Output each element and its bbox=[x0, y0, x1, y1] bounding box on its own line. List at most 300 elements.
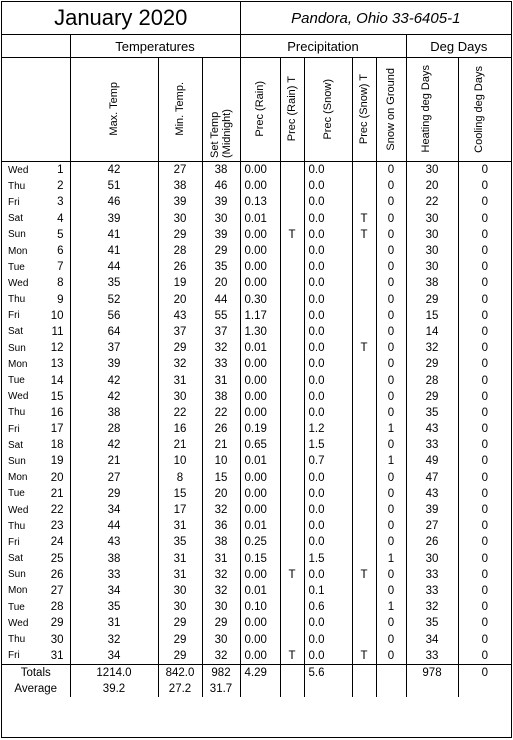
day-number-cell: 3 bbox=[40, 194, 70, 210]
col-header-snow-ground: Snow on Ground bbox=[385, 67, 397, 151]
prec-snow-t-cell bbox=[352, 308, 376, 324]
day-name-cell: Fri bbox=[8, 310, 20, 322]
day-number-cell: 7 bbox=[40, 259, 70, 275]
prec-rain-cell: 0.10 bbox=[240, 599, 280, 615]
prec-snow-cell: 0.0 bbox=[304, 631, 352, 647]
cooling-deg-days-cell: 0 bbox=[481, 325, 488, 338]
max-temp-cell: 21 bbox=[70, 453, 158, 469]
heating-deg-days-cell: 32 bbox=[406, 599, 458, 615]
totals-set: 982 bbox=[202, 664, 240, 681]
prec-rain-cell: 0.00 bbox=[240, 275, 280, 291]
prec-snow-t-cell bbox=[352, 631, 376, 647]
cooling-deg-days-cell: 0 bbox=[481, 552, 488, 565]
prec-rain-t-cell: T bbox=[280, 227, 304, 243]
day-name-cell: Sun bbox=[8, 229, 26, 241]
day-number-cell: 27 bbox=[40, 583, 70, 599]
day-name-cell: Sun bbox=[8, 342, 26, 354]
prec-snow-cell: 0.0 bbox=[304, 259, 352, 275]
snow-on-ground-cell: 0 bbox=[376, 178, 406, 194]
day-number-cell: 14 bbox=[40, 372, 70, 388]
prec-snow-cell: 0.0 bbox=[304, 324, 352, 340]
min-temp-cell: 38 bbox=[158, 178, 202, 194]
heating-deg-days-cell: 29 bbox=[406, 356, 458, 372]
cooling-deg-days-cell: 0 bbox=[481, 374, 488, 387]
prec-snow-cell: 0.0 bbox=[304, 502, 352, 518]
group-header-blank bbox=[2, 35, 70, 58]
prec-snow-cell: 0.7 bbox=[304, 453, 352, 469]
max-temp-cell: 33 bbox=[70, 567, 158, 583]
snow-on-ground-cell: 0 bbox=[376, 615, 406, 631]
min-temp-cell: 27 bbox=[158, 162, 202, 179]
prec-snow-t-cell: T bbox=[352, 567, 376, 583]
cooling-deg-days-cell: 0 bbox=[481, 487, 488, 500]
table-row bbox=[2, 518, 511, 534]
snow-on-ground-cell: 0 bbox=[376, 308, 406, 324]
prec-snow-t-cell bbox=[352, 243, 376, 259]
prec-snow-t-cell bbox=[352, 551, 376, 567]
min-temp-cell: 30 bbox=[158, 599, 202, 615]
heating-deg-days-cell: 27 bbox=[406, 518, 458, 534]
prec-snow-cell: 0.0 bbox=[304, 340, 352, 356]
max-temp-cell: 43 bbox=[70, 534, 158, 550]
prec-snow-t-cell bbox=[352, 534, 376, 550]
max-temp-cell: 34 bbox=[70, 583, 158, 599]
cooling-deg-days-cell: 0 bbox=[481, 601, 488, 614]
prec-snow-cell: 0.0 bbox=[304, 534, 352, 550]
set-temp-cell: 30 bbox=[202, 599, 240, 615]
weather-table bbox=[2, 2, 511, 697]
max-temp-cell: 56 bbox=[70, 308, 158, 324]
prec-rain-cell: 0.19 bbox=[240, 421, 280, 437]
prec-snow-t-cell bbox=[352, 518, 376, 534]
set-temp-cell: 37 bbox=[202, 324, 240, 340]
prec-rain-cell: 0.00 bbox=[240, 389, 280, 405]
snow-on-ground-cell: 0 bbox=[376, 211, 406, 227]
min-temp-cell: 32 bbox=[158, 356, 202, 372]
table-row bbox=[2, 502, 511, 518]
cooling-deg-days-cell: 0 bbox=[481, 293, 488, 306]
heating-deg-days-cell: 30 bbox=[406, 243, 458, 259]
prec-rain-cell: 0.30 bbox=[240, 292, 280, 308]
snow-on-ground-cell: 0 bbox=[376, 372, 406, 388]
table-row bbox=[2, 340, 511, 356]
snow-on-ground-cell: 0 bbox=[376, 162, 406, 179]
cooling-deg-days-cell: 0 bbox=[481, 164, 488, 177]
min-temp-cell: 22 bbox=[158, 405, 202, 421]
cooling-deg-days-cell: 0 bbox=[481, 245, 488, 258]
prec-rain-cell: 0.00 bbox=[240, 502, 280, 518]
cooling-deg-days-cell: 0 bbox=[481, 261, 488, 274]
cooling-deg-days-cell: 0 bbox=[481, 390, 488, 403]
heating-deg-days-cell: 22 bbox=[406, 194, 458, 210]
heating-deg-days-cell: 33 bbox=[406, 583, 458, 599]
day-name-cell: Tue bbox=[8, 601, 25, 613]
prec-snow-cell: 0.0 bbox=[304, 194, 352, 210]
max-temp-cell: 41 bbox=[70, 243, 158, 259]
set-temp-cell: 35 bbox=[202, 259, 240, 275]
day-name-cell: Mon bbox=[8, 472, 28, 484]
prec-snow-t-cell bbox=[352, 583, 376, 599]
prec-rain-cell: 0.00 bbox=[240, 162, 280, 179]
max-temp-cell: 39 bbox=[70, 356, 158, 372]
prec-snow-t-cell bbox=[352, 405, 376, 421]
min-temp-cell: 29 bbox=[158, 648, 202, 665]
prec-rain-t-cell bbox=[280, 178, 304, 194]
day-number-cell: 10 bbox=[40, 308, 70, 324]
day-number-cell: 21 bbox=[40, 486, 70, 502]
prec-snow-t-cell bbox=[352, 437, 376, 453]
day-name-cell: Tue bbox=[8, 261, 25, 273]
prec-snow-cell: 0.1 bbox=[304, 583, 352, 599]
prec-snow-t-cell bbox=[352, 324, 376, 340]
day-number-cell: 25 bbox=[40, 551, 70, 567]
set-temp-cell: 29 bbox=[202, 615, 240, 631]
prec-snow-cell: 0.0 bbox=[304, 356, 352, 372]
max-temp-cell: 51 bbox=[70, 178, 158, 194]
group-header-temperatures: Temperatures bbox=[70, 35, 240, 58]
max-temp-cell: 35 bbox=[70, 599, 158, 615]
group-header-precipitation: Precipitation bbox=[240, 35, 406, 58]
table-row bbox=[2, 534, 511, 550]
prec-rain-t-cell bbox=[280, 275, 304, 291]
prec-rain-cell: 0.01 bbox=[240, 518, 280, 534]
day-name-cell: Wed bbox=[8, 391, 29, 403]
day-number-cell: 6 bbox=[40, 243, 70, 259]
heating-deg-days-cell: 30 bbox=[406, 211, 458, 227]
prec-rain-cell: 0.15 bbox=[240, 551, 280, 567]
set-temp-cell: 20 bbox=[202, 275, 240, 291]
max-temp-cell: 41 bbox=[70, 227, 158, 243]
snow-on-ground-cell: 0 bbox=[376, 486, 406, 502]
set-temp-cell: 36 bbox=[202, 518, 240, 534]
prec-snow-cell: 0.0 bbox=[304, 518, 352, 534]
prec-rain-cell: 0.65 bbox=[240, 437, 280, 453]
col-header-prec-snow-t: Prec (Snow) T bbox=[358, 73, 370, 145]
prec-snow-t-cell bbox=[352, 453, 376, 469]
prec-snow-t-cell bbox=[352, 389, 376, 405]
snow-on-ground-cell: 0 bbox=[376, 567, 406, 583]
snow-on-ground-cell: 0 bbox=[376, 194, 406, 210]
snow-on-ground-cell: 1 bbox=[376, 551, 406, 567]
prec-rain-cell: 0.00 bbox=[240, 178, 280, 194]
table-row bbox=[2, 405, 511, 421]
day-name-cell: Fri bbox=[8, 650, 20, 662]
cooling-deg-days-cell: 0 bbox=[481, 633, 488, 646]
day-number-cell: 26 bbox=[40, 567, 70, 583]
heating-deg-days-cell: 15 bbox=[406, 308, 458, 324]
table-row bbox=[2, 356, 511, 372]
prec-rain-t-cell bbox=[280, 324, 304, 340]
day-number-cell: 19 bbox=[40, 453, 70, 469]
set-temp-cell: 32 bbox=[202, 502, 240, 518]
min-temp-cell: 31 bbox=[158, 372, 202, 388]
prec-rain-t-cell bbox=[280, 470, 304, 486]
prec-snow-cell: 0.0 bbox=[304, 648, 352, 665]
max-temp-cell: 39 bbox=[70, 211, 158, 227]
prec-rain-t-cell bbox=[280, 453, 304, 469]
max-temp-cell: 29 bbox=[70, 486, 158, 502]
min-temp-cell: 37 bbox=[158, 324, 202, 340]
snow-on-ground-cell: 0 bbox=[376, 502, 406, 518]
set-temp-cell: 32 bbox=[202, 583, 240, 599]
max-temp-cell: 37 bbox=[70, 340, 158, 356]
prec-snow-cell: 1.2 bbox=[304, 421, 352, 437]
prec-snow-cell: 0.0 bbox=[304, 162, 352, 179]
cooling-deg-days-cell: 0 bbox=[481, 180, 488, 193]
snow-on-ground-cell: 0 bbox=[376, 324, 406, 340]
min-temp-cell: 31 bbox=[158, 567, 202, 583]
heating-deg-days-cell: 38 bbox=[406, 275, 458, 291]
set-temp-cell: 31 bbox=[202, 372, 240, 388]
day-number-cell: 30 bbox=[40, 631, 70, 647]
snow-on-ground-cell: 0 bbox=[376, 437, 406, 453]
min-temp-cell: 10 bbox=[158, 453, 202, 469]
prec-rain-cell: 0.00 bbox=[240, 615, 280, 631]
cooling-deg-days-cell: 0 bbox=[481, 309, 488, 322]
day-number-cell: 13 bbox=[40, 356, 70, 372]
min-temp-cell: 19 bbox=[158, 275, 202, 291]
set-temp-cell: 26 bbox=[202, 421, 240, 437]
average-label: Average bbox=[2, 681, 70, 697]
heating-deg-days-cell: 30 bbox=[406, 227, 458, 243]
set-temp-cell: 55 bbox=[202, 308, 240, 324]
prec-snow-t-cell: T bbox=[352, 211, 376, 227]
max-temp-cell: 28 bbox=[70, 421, 158, 437]
set-temp-cell: 39 bbox=[202, 194, 240, 210]
snow-on-ground-cell: 1 bbox=[376, 599, 406, 615]
prec-snow-cell: 0.0 bbox=[304, 227, 352, 243]
snow-on-ground-cell: 0 bbox=[376, 389, 406, 405]
set-temp-cell: 32 bbox=[202, 648, 240, 665]
min-temp-cell: 8 bbox=[158, 470, 202, 486]
col-header-heating: Heating deg Days bbox=[420, 65, 432, 153]
snow-on-ground-cell: 0 bbox=[376, 340, 406, 356]
table-row bbox=[2, 227, 511, 243]
table-row bbox=[2, 372, 511, 388]
day-name-cell: Sat bbox=[8, 213, 24, 225]
table-row bbox=[2, 453, 511, 469]
day-number-cell: 5 bbox=[40, 227, 70, 243]
max-temp-cell: 64 bbox=[70, 324, 158, 340]
table-row bbox=[2, 259, 511, 275]
table-row bbox=[2, 275, 511, 291]
snow-on-ground-cell: 0 bbox=[376, 631, 406, 647]
prec-rain-cell: 0.00 bbox=[240, 567, 280, 583]
day-name-cell: Thu bbox=[8, 407, 26, 419]
table-row bbox=[2, 211, 511, 227]
col-header-min-temp: Min. Temp. bbox=[174, 82, 186, 136]
prec-snow-t-cell bbox=[352, 615, 376, 631]
cooling-deg-days-cell: 0 bbox=[481, 471, 488, 484]
prec-snow-t-cell bbox=[352, 275, 376, 291]
day-name-cell: Thu bbox=[8, 520, 26, 532]
cooling-deg-days-cell: 0 bbox=[481, 439, 488, 452]
prec-snow-t-cell bbox=[352, 421, 376, 437]
cooling-deg-days-cell: 0 bbox=[481, 342, 488, 355]
day-number-cell: 16 bbox=[40, 405, 70, 421]
prec-snow-cell: 0.0 bbox=[304, 389, 352, 405]
day-number-cell: 1 bbox=[40, 162, 70, 179]
table-row bbox=[2, 178, 511, 194]
table-row bbox=[2, 567, 511, 583]
col-header-prec-snow: Prec (Snow) bbox=[322, 78, 334, 140]
snow-on-ground-cell: 0 bbox=[376, 648, 406, 665]
cooling-deg-days-cell: 0 bbox=[481, 504, 488, 517]
prec-rain-t-cell bbox=[280, 421, 304, 437]
max-temp-cell: 31 bbox=[70, 615, 158, 631]
day-number-cell: 22 bbox=[40, 502, 70, 518]
prec-snow-t-cell bbox=[352, 292, 376, 308]
prec-rain-cell: 0.00 bbox=[240, 227, 280, 243]
prec-rain-cell: 0.13 bbox=[240, 194, 280, 210]
set-temp-cell: 38 bbox=[202, 162, 240, 179]
day-number-cell: 17 bbox=[40, 421, 70, 437]
prec-rain-cell: 0.01 bbox=[240, 583, 280, 599]
cooling-deg-days-cell: 0 bbox=[481, 212, 488, 225]
min-temp-cell: 31 bbox=[158, 518, 202, 534]
prec-snow-cell: 0.0 bbox=[304, 615, 352, 631]
set-temp-cell: 31 bbox=[202, 551, 240, 567]
day-name-cell: Thu bbox=[8, 294, 26, 306]
prec-rain-cell: 1.30 bbox=[240, 324, 280, 340]
min-temp-cell: 28 bbox=[158, 243, 202, 259]
prec-rain-cell: 0.00 bbox=[240, 631, 280, 647]
day-name-cell: Wed bbox=[8, 277, 29, 289]
cooling-deg-days-cell: 0 bbox=[481, 568, 488, 581]
day-name-cell: Thu bbox=[8, 634, 26, 646]
prec-snow-cell: 1.5 bbox=[304, 437, 352, 453]
day-number-cell: 31 bbox=[40, 648, 70, 665]
max-temp-cell: 42 bbox=[70, 437, 158, 453]
prec-snow-cell: 0.0 bbox=[304, 470, 352, 486]
snow-on-ground-cell: 1 bbox=[376, 421, 406, 437]
prec-snow-t-cell bbox=[352, 356, 376, 372]
min-temp-cell: 30 bbox=[158, 211, 202, 227]
cooling-deg-days-cell: 0 bbox=[481, 649, 488, 662]
prec-rain-cell: 1.17 bbox=[240, 308, 280, 324]
min-temp-cell: 43 bbox=[158, 308, 202, 324]
table-row bbox=[2, 486, 511, 502]
heating-deg-days-cell: 43 bbox=[406, 421, 458, 437]
min-temp-cell: 29 bbox=[158, 340, 202, 356]
totals-rain: 4.29 bbox=[240, 664, 280, 681]
prec-rain-cell: 0.00 bbox=[240, 470, 280, 486]
group-header-deg-days: Deg Days bbox=[406, 35, 511, 58]
heating-deg-days-cell: 20 bbox=[406, 178, 458, 194]
prec-rain-t-cell bbox=[280, 599, 304, 615]
totals-label: Totals bbox=[2, 664, 70, 681]
prec-snow-t-cell bbox=[352, 599, 376, 615]
heating-deg-days-cell: 33 bbox=[406, 437, 458, 453]
day-number-cell: 9 bbox=[40, 292, 70, 308]
set-temp-cell: 32 bbox=[202, 340, 240, 356]
set-temp-cell: 32 bbox=[202, 567, 240, 583]
col-header-prec-rain: Prec (Rain) bbox=[254, 81, 266, 137]
day-number-cell: 24 bbox=[40, 534, 70, 550]
day-name-cell: Sat bbox=[8, 326, 24, 338]
max-temp-cell: 46 bbox=[70, 194, 158, 210]
min-temp-cell: 17 bbox=[158, 502, 202, 518]
prec-rain-t-cell bbox=[280, 292, 304, 308]
prec-snow-cell: 0.0 bbox=[304, 486, 352, 502]
average-set: 31.7 bbox=[202, 681, 240, 697]
set-temp-cell: 33 bbox=[202, 356, 240, 372]
prec-rain-t-cell bbox=[280, 405, 304, 421]
min-temp-cell: 29 bbox=[158, 227, 202, 243]
day-number-cell: 18 bbox=[40, 437, 70, 453]
prec-rain-cell: 0.01 bbox=[240, 340, 280, 356]
day-name-cell: Fri bbox=[8, 196, 20, 208]
heating-deg-days-cell: 33 bbox=[406, 567, 458, 583]
cooling-deg-days-cell: 0 bbox=[481, 406, 488, 419]
cooling-deg-days-cell: 0 bbox=[481, 358, 488, 371]
day-number-cell: 29 bbox=[40, 615, 70, 631]
day-name-cell: Wed bbox=[8, 504, 29, 516]
max-temp-cell: 38 bbox=[70, 405, 158, 421]
snow-on-ground-cell: 0 bbox=[376, 534, 406, 550]
day-number-cell: 2 bbox=[40, 178, 70, 194]
max-temp-cell: 38 bbox=[70, 551, 158, 567]
prec-rain-t-cell bbox=[280, 259, 304, 275]
totals-snow: 5.6 bbox=[304, 664, 352, 681]
prec-rain-cell: 0.00 bbox=[240, 648, 280, 665]
min-temp-cell: 15 bbox=[158, 486, 202, 502]
day-name-cell: Wed bbox=[8, 617, 29, 629]
heating-deg-days-cell: 32 bbox=[406, 340, 458, 356]
prec-snow-cell: 1.5 bbox=[304, 551, 352, 567]
snow-on-ground-cell: 0 bbox=[376, 470, 406, 486]
col-header-set-temp: Set Temp (Midnight) bbox=[209, 109, 233, 158]
cooling-deg-days-cell: 0 bbox=[481, 584, 488, 597]
snow-on-ground-cell: 0 bbox=[376, 275, 406, 291]
heating-deg-days-cell: 29 bbox=[406, 389, 458, 405]
table-row bbox=[2, 583, 511, 599]
min-temp-cell: 29 bbox=[158, 631, 202, 647]
heating-deg-days-cell: 34 bbox=[406, 631, 458, 647]
min-temp-cell: 26 bbox=[158, 259, 202, 275]
day-name-cell: Fri bbox=[8, 536, 20, 548]
table-row bbox=[2, 551, 511, 567]
daily-rows bbox=[2, 162, 511, 665]
snow-on-ground-cell: 0 bbox=[376, 292, 406, 308]
cooling-deg-days-cell: 0 bbox=[481, 196, 488, 209]
prec-snow-t-cell bbox=[352, 162, 376, 179]
snow-on-ground-cell: 0 bbox=[376, 259, 406, 275]
cooling-deg-days-cell: 0 bbox=[481, 536, 488, 549]
prec-rain-cell: 0.00 bbox=[240, 356, 280, 372]
heating-deg-days-cell: 14 bbox=[406, 324, 458, 340]
prec-snow-cell: 0.0 bbox=[304, 211, 352, 227]
cooling-deg-days-cell: 0 bbox=[481, 455, 488, 468]
day-number-cell: 4 bbox=[40, 211, 70, 227]
table-row bbox=[2, 648, 511, 665]
prec-snow-cell: 0.0 bbox=[304, 372, 352, 388]
totals-cooling: 0 bbox=[458, 664, 511, 681]
day-name-cell: Thu bbox=[8, 180, 26, 192]
heating-deg-days-cell: 47 bbox=[406, 470, 458, 486]
heating-deg-days-cell: 29 bbox=[406, 292, 458, 308]
table-row bbox=[2, 470, 511, 486]
min-temp-cell: 29 bbox=[158, 615, 202, 631]
max-temp-cell: 44 bbox=[70, 518, 158, 534]
prec-rain-t-cell bbox=[280, 534, 304, 550]
heating-deg-days-cell: 30 bbox=[406, 162, 458, 179]
table-row bbox=[2, 243, 511, 259]
table-row bbox=[2, 292, 511, 308]
snow-on-ground-cell: 1 bbox=[376, 453, 406, 469]
average-max: 39.2 bbox=[70, 681, 158, 697]
set-temp-cell: 46 bbox=[202, 178, 240, 194]
